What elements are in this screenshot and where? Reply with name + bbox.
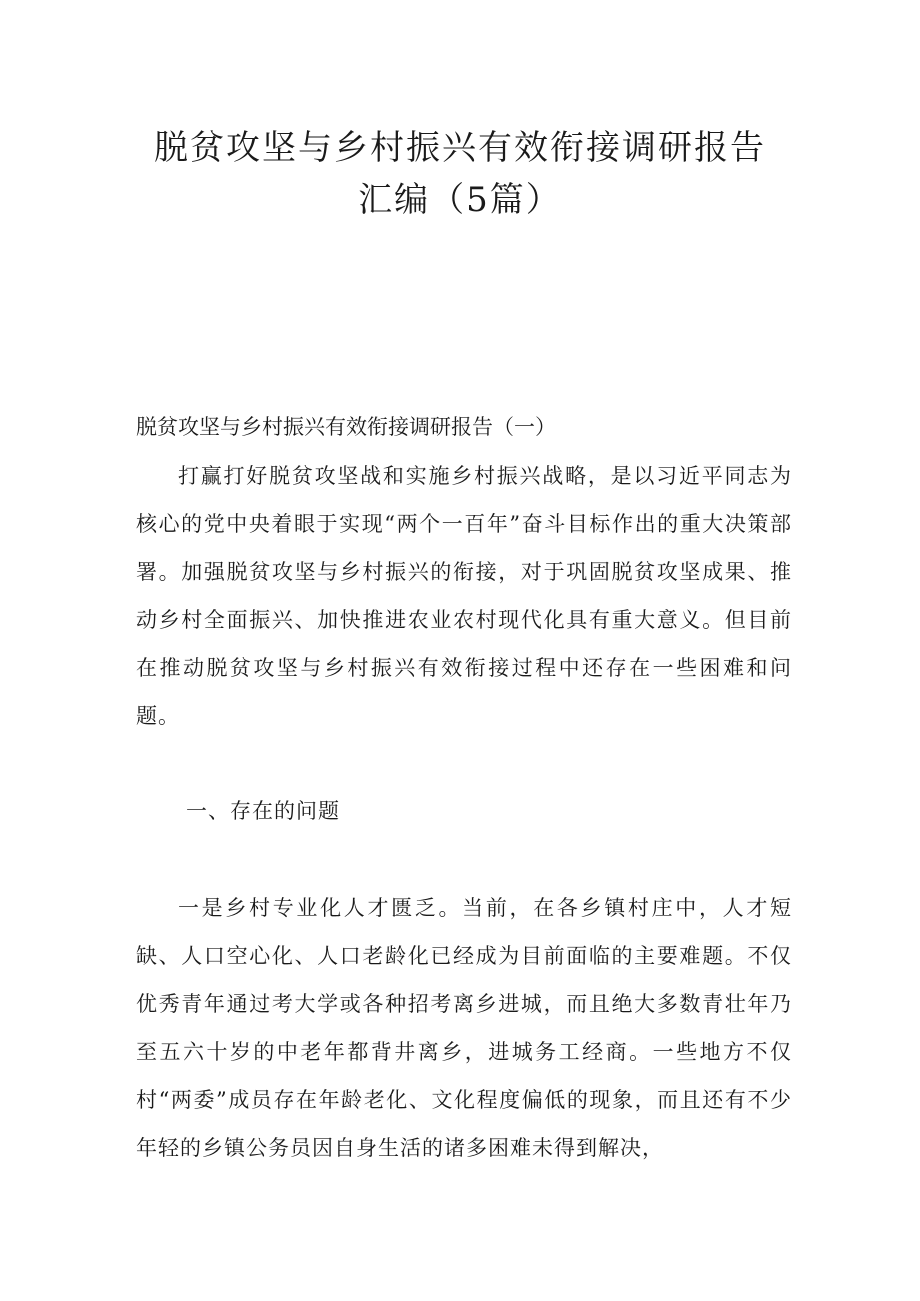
report-subtitle: 脱贫攻坚与乡村振兴有效衔接调研报告（一） xyxy=(136,415,556,439)
document-title: 脱贫攻坚与乡村振兴有效衔接调研报告汇编（5篇） xyxy=(154,128,766,220)
section-heading: 一、存在的问题 xyxy=(186,799,340,823)
intro-paragraph: 打赢打好脱贫攻坚战和实施乡村振兴战略，是以习近平同志为核心的党中央着眼于实现“两个一百年”奋斗目标作出的重大决策部署。加强脱贫攻坚与乡村振兴的衔接，对于巩固脱贫攻坚成果、推动乡村全面振兴、加快推进农业农村现代化具有重大意义。但目前在推动脱贫攻坚与乡村振兴有效衔接过程中还存在一些困难和问题。 xyxy=(136,464,792,728)
problem-paragraph: 一是乡村专业化人才匮乏。当前，在各乡镇村庄中，人才短缺、人口空心化、人口老龄化已经成为目前面临的主要难题。不仅优秀青年通过考大学或各种招考离乡进城，而且绝大多数青壮年乃至五六十岁的中老年都背井离乡，进城务工经商。一些地方不仅村“两委”成员存在年龄老化、文化程度偏低的现象，而且还有不少年轻的乡镇公务员因自身生活的诸多困难未得到解决， xyxy=(136,896,792,1160)
